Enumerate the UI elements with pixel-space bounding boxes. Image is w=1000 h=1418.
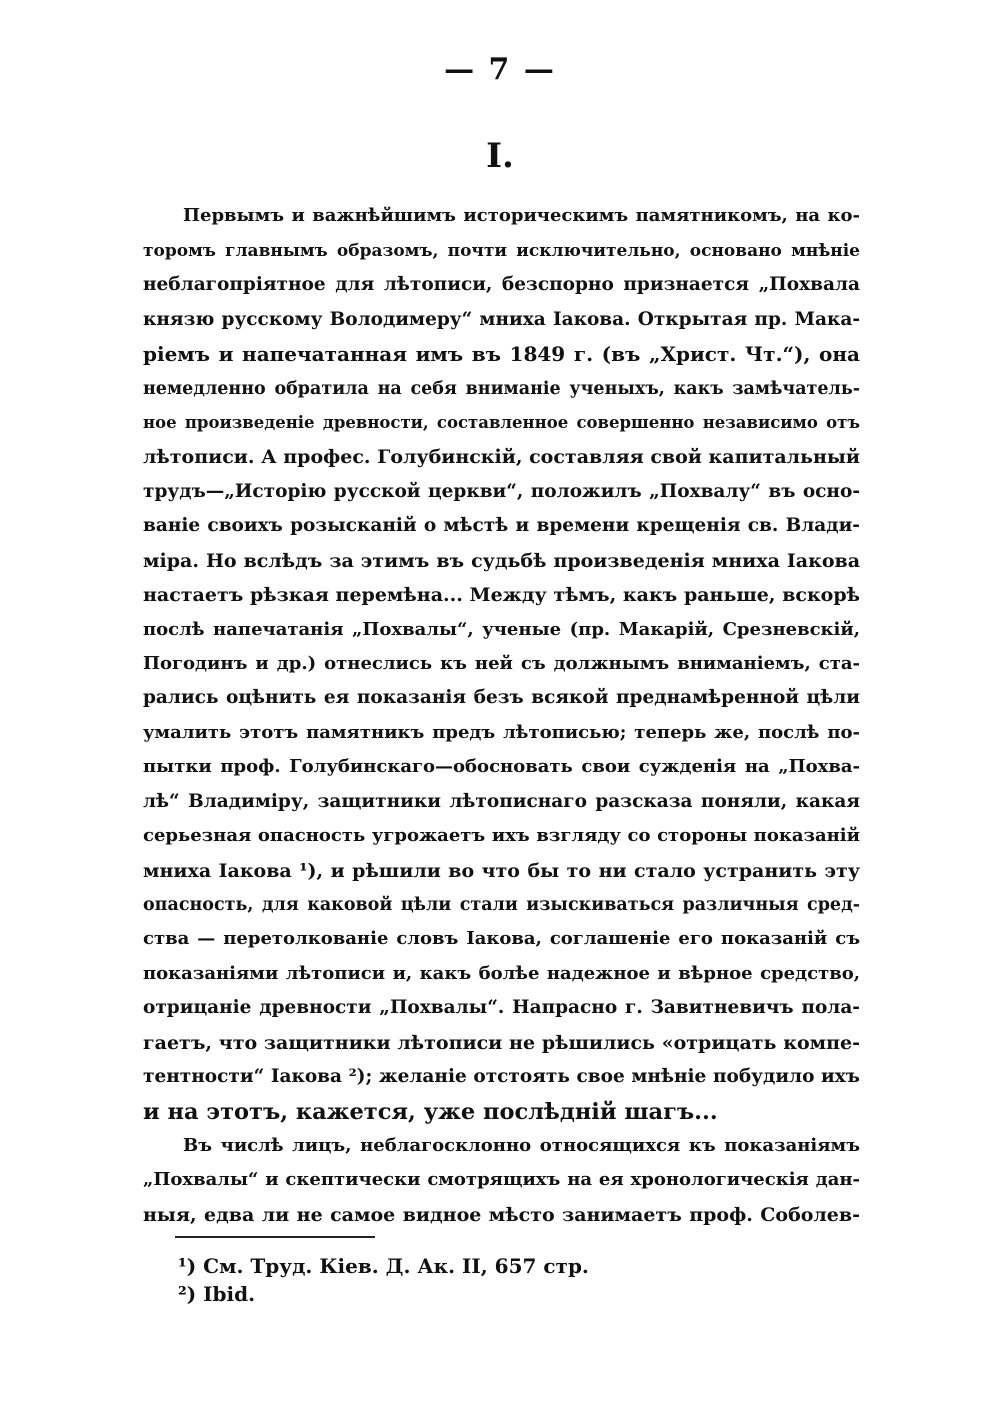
text-line: умалить этотъ памятникъ предъ лѣтописью; теперь же, послѣ по- bbox=[143, 722, 860, 743]
text-line: „Похвалы“ и скептически смотрящихъ на ея хронологическія дан- bbox=[143, 1169, 860, 1190]
text-line: ваніе своихъ розысканій о мѣстѣ и времени крещенія св. Влади- bbox=[143, 515, 860, 536]
text-line: тентности“ Іакова ²); желаніе отстоять свое мнѣніе побудило ихъ bbox=[143, 1066, 860, 1087]
text-line: серьезная опасность угрожаетъ ихъ взгляду со стороны показаній bbox=[143, 825, 860, 846]
text-line: ріемъ и напечатанная имъ въ 1849 г. (въ „Христ. Чт.“), она bbox=[143, 342, 860, 366]
text-line: немедленно обратила на себя вниманіе ученыхъ, какъ замѣчатель- bbox=[143, 379, 860, 399]
text-line: и на этотъ, кажется, уже послѣдній шагъ... bbox=[143, 1099, 718, 1125]
text-line: послѣ напечатанія „Похвалы“, ученые (пр. Макарій, Срезневскій, bbox=[143, 619, 860, 640]
text-line: неблагопріятное для лѣтописи, безспорно признается „Похвала bbox=[143, 274, 860, 295]
text-line: лѣтописи. А профес. Голубинскій, составляя свой капитальный bbox=[143, 446, 860, 468]
text-line: міра. Но вслѣдъ за этимъ въ судьбѣ произведенія мниха Іакова bbox=[143, 550, 860, 572]
text-line: мниха Іакова ¹), и рѣшили во что бы то ни стало устранить эту bbox=[143, 860, 860, 882]
text-line: Первымъ и важнѣйшимъ историческимъ памятникомъ, на ко- bbox=[183, 205, 860, 226]
footnote-2: ²) Ibid. bbox=[178, 1282, 256, 1306]
text-line: лѣ“ Владиміру, защитники лѣтописнаго разсказа поняли, какая bbox=[143, 791, 860, 812]
text-line: пытки проф. Голубинскаго—обосновать свои сужденія на „Похва- bbox=[143, 756, 860, 777]
text-line: рались оцѣнить ея показанія безъ всякой преднамѣренной цѣли bbox=[143, 687, 860, 708]
text-line: торомъ главнымъ образомъ, почти исключительно, основано мнѣніе bbox=[143, 241, 860, 261]
footnote-divider bbox=[175, 1236, 375, 1238]
text-line: ства — перетолкованіе словъ Іакова, соглашеніе его показаній съ bbox=[143, 928, 860, 949]
text-line: опасность, для каковой цѣли стали изыскиваться различныя сред- bbox=[143, 895, 860, 915]
text-line: Въ числѣ лицъ, неблагосклонно относящихся къ показаніямъ bbox=[183, 1135, 860, 1156]
text-line: ное произведеніе древности, составленное совершенно независимо отъ bbox=[143, 413, 860, 432]
text-line: показаніями лѣтописи и, какъ болѣе надежное и вѣрное средство, bbox=[143, 963, 860, 984]
chapter-heading: I. bbox=[486, 136, 514, 176]
text-line: гаетъ, что защитники лѣтописи не рѣшились «отрицать компе- bbox=[143, 1032, 860, 1054]
text-line: князю русскому Володимеру“ мниха Іакова. Открытая пр. Мака- bbox=[143, 309, 860, 330]
text-line: отрицаніе древности „Похвалы“. Напрасно г. Завитневичъ пола- bbox=[143, 997, 860, 1018]
page-number: — 7 — bbox=[444, 52, 556, 87]
text-line: ныя, едва ли не самое видное мѣсто занимаетъ проф. Соболев- bbox=[143, 1204, 860, 1226]
text-line: трудъ—„Исторію русской церкви“, положилъ „Похвалу“ въ осно- bbox=[143, 481, 860, 502]
text-line: настаетъ рѣзкая перемѣна... Между тѣмъ, какъ раньше, вскорѣ bbox=[143, 584, 860, 606]
footnote-1: ¹) См. Труд. Кіев. Д. Ак. II, 657 стр. bbox=[178, 1254, 589, 1278]
text-line: Погодинъ и др.) отнеслись къ ней съ должнымъ вниманіемъ, ста- bbox=[143, 653, 860, 674]
